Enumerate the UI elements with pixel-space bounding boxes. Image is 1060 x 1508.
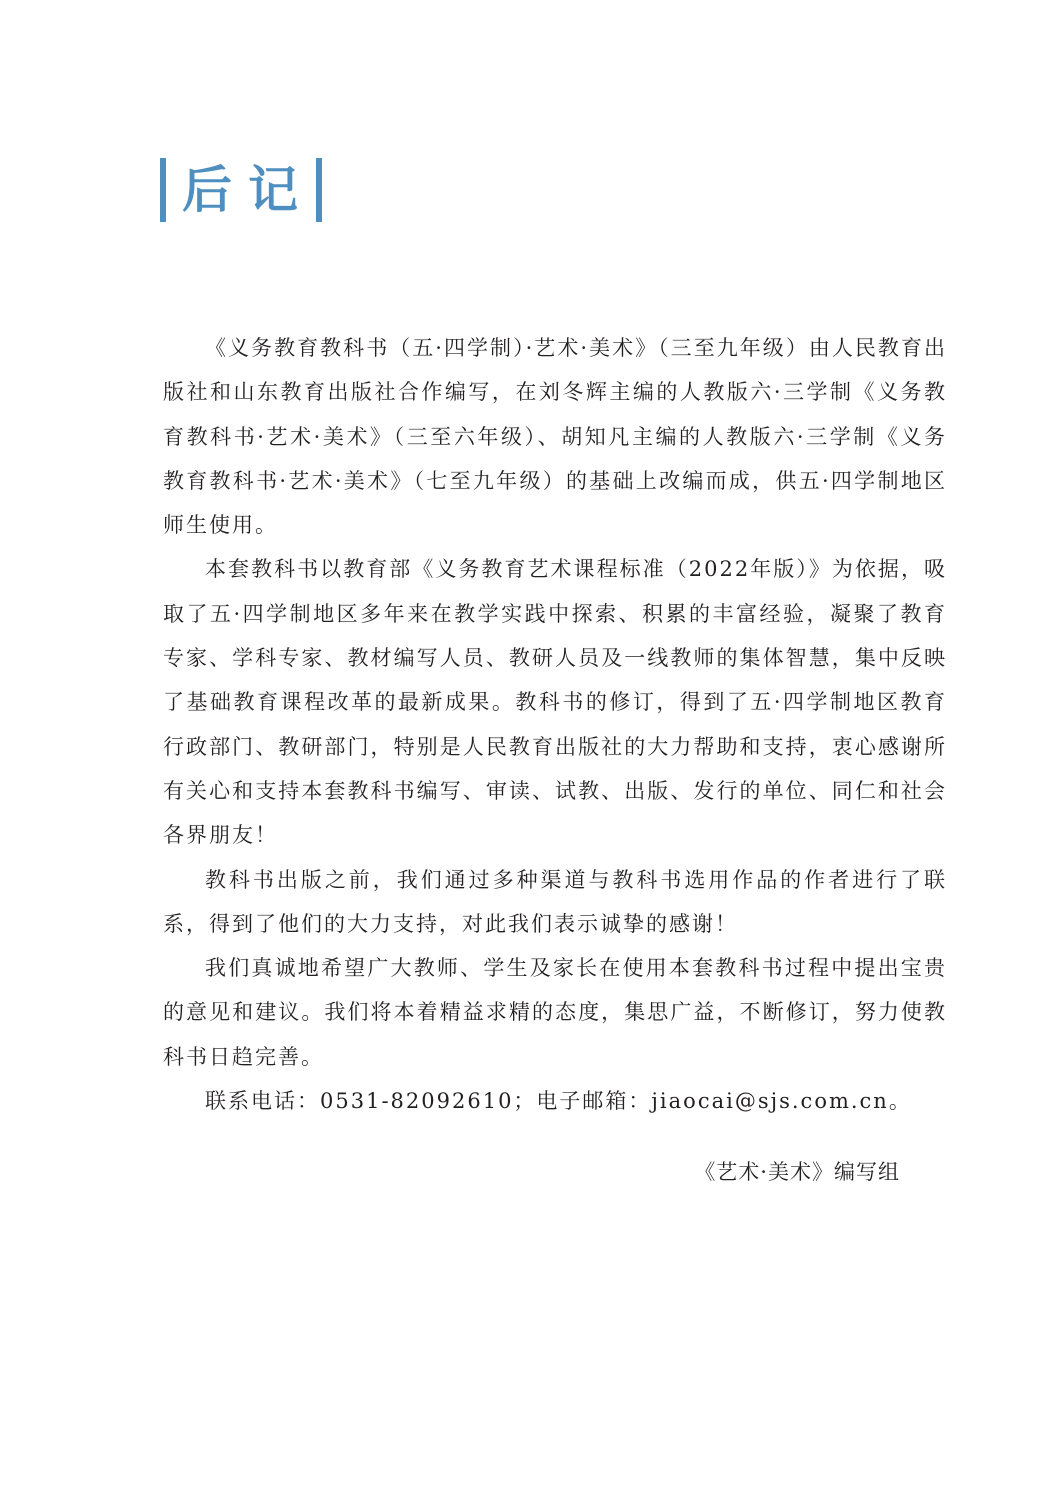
paragraph-2: 本套教科书以教育部《义务教育艺术课程标准（2022年版）》为依据，吸取了五·四学制地区多年来在教学实践中探索、积累的丰富经验，凝聚了教育专家、学科专家、教材编写人员、教研人员及一线教师的集体智慧，集中反映了基础教育课程改革的最新成果。教科书的修订，得到了五·四学制地区教育行政部门、教研部门，特别是人民教育出版社的大力帮助和支持，衷心感谢所有关心和支持本套教科书编写、审读、试教、出版、发行的单位、同仁和社会各界朋友！ <box>163 557 947 848</box>
signature: 《艺术·美术》编写组 <box>694 1160 900 1184</box>
title-right-bar <box>316 158 322 222</box>
contact-line: 联系电话：0531-82092610；电子邮箱：jiaocai@sjs.com.cn。 <box>205 1089 912 1114</box>
page-title-block <box>160 158 322 222</box>
paragraph-1: 《义务教育教科书（五·四学制）·艺术·美术》（三至九年级）由人民教育出版社和山东教育出版社合作编写，在刘冬辉主编的人教版六·三学制《义务教育教科书·艺术·美术》（三至六年级）、胡知凡主编的人教版六·三学制《义务教育教科书·艺术·美术》（七至九年级）的基础上改编而成，供五·四学制地区师生使用。 <box>163 336 947 538</box>
paragraph-4: 我们真诚地希望广大教师、学生及家长在使用本套教科书过程中提出宝贵的意见和建议。我们将本着精益求精的态度，集思广益，不断修订，努力使教科书日趋完善。 <box>163 956 947 1069</box>
paragraph-3: 教科书出版之前，我们通过多种渠道与教科书选用作品的作者进行了联系，得到了他们的大力支持，对此我们表示诚挚的感谢！ <box>163 867 947 936</box>
page-title: 后记 <box>182 161 314 219</box>
afterword-body <box>163 326 947 1123</box>
